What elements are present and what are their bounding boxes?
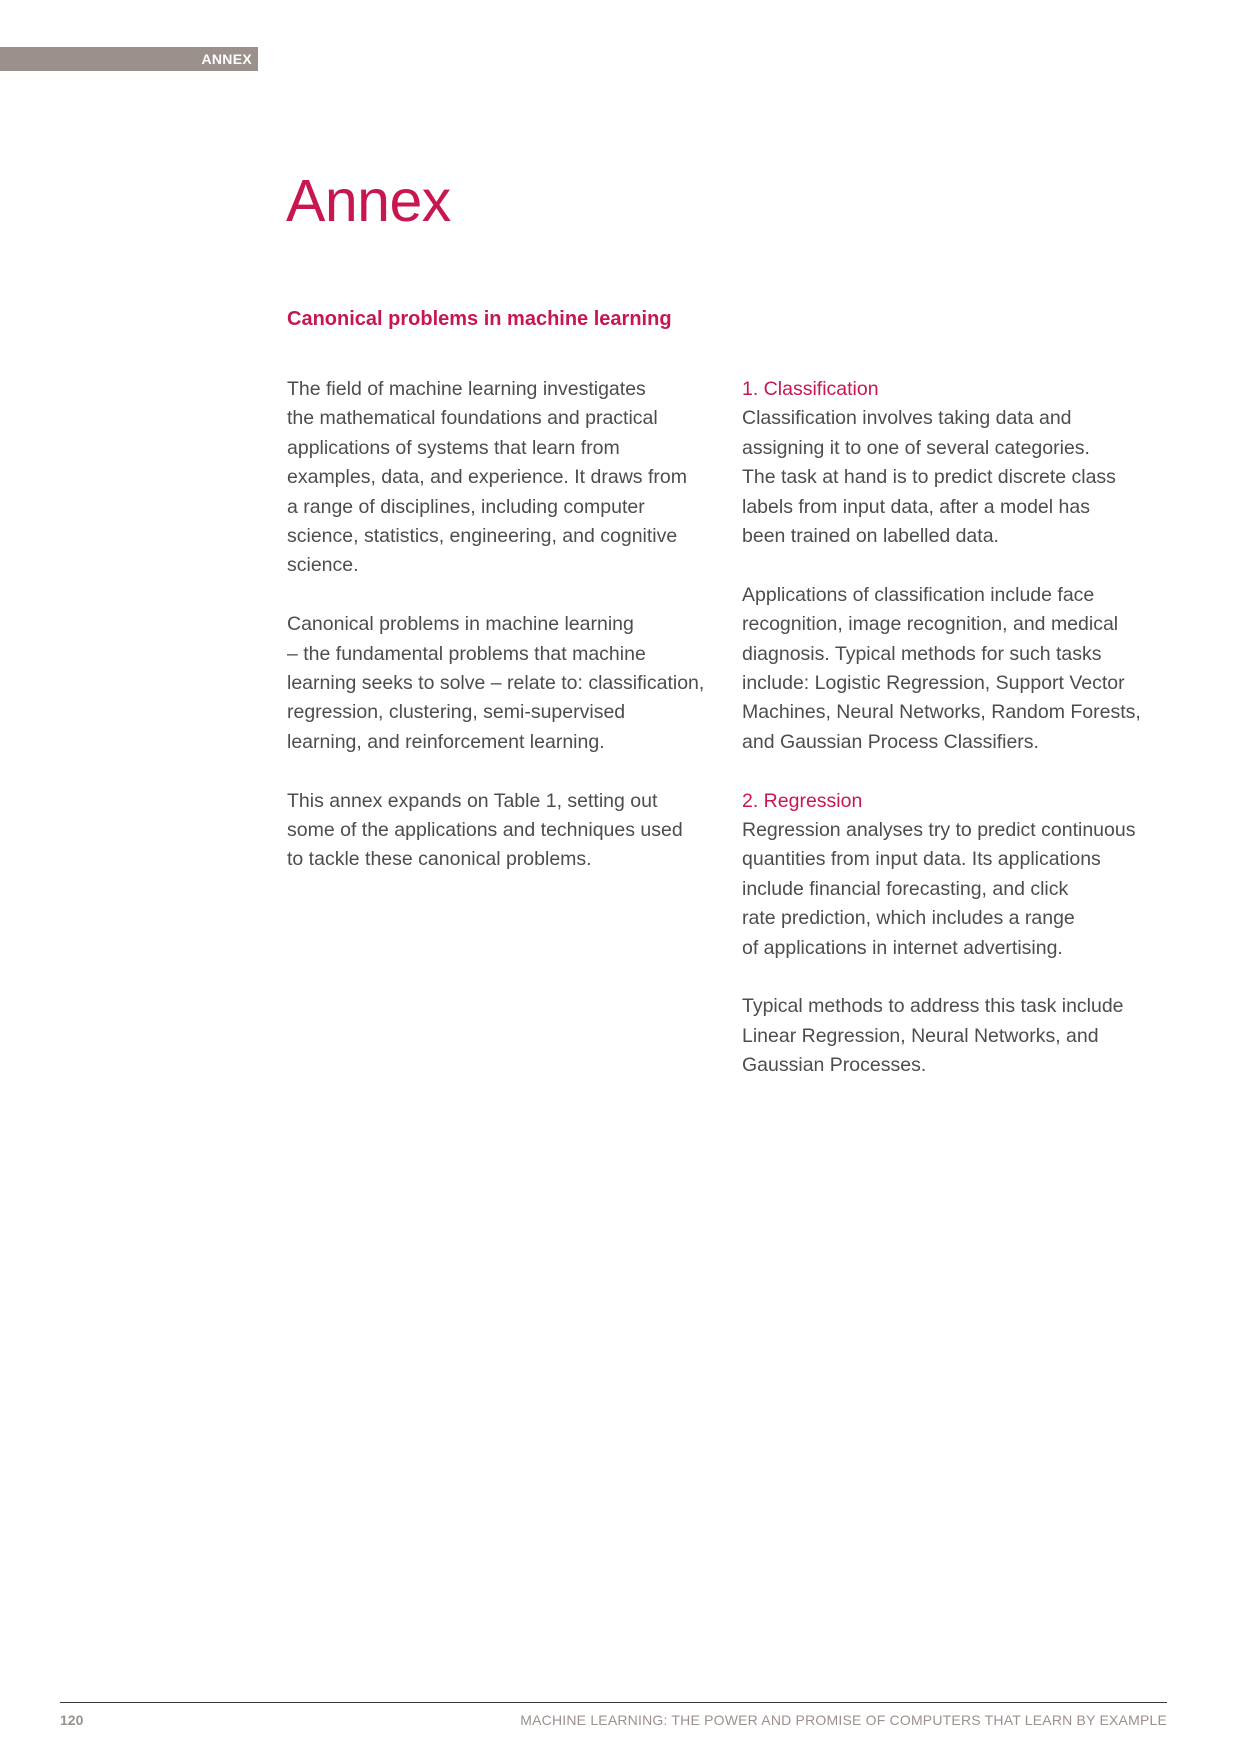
regression-heading: 2. Regression (742, 789, 863, 812)
regression-section (742, 787, 1162, 963)
page-title: Annex (286, 168, 451, 234)
canonical-problems-paragraph: Canonical problems in machine learning – the fundamental problems that machine learning seeks to solve – relate to: classification, regression, clustering, semi-supervised learning, and reinforcement learning. (287, 613, 705, 753)
classification-section (742, 375, 1162, 551)
section-tab-label: ANNEX (201, 51, 252, 67)
section-tab (0, 47, 258, 71)
footer-divider (60, 1702, 1167, 1703)
left-column (287, 375, 727, 904)
classification-applications-paragraph: Applications of classification include face recognition, image recognition, and medical diagnosis. Typical methods for such tasks include: Logistic Regression, Support Vector Machines, Neural Networks, Random Forests, and Gaussian Process Classifiers. (742, 583, 1141, 753)
regression-methods-paragraph: Typical methods to address this task include Linear Regression, Neural Networks, and Gaussian Processes. (742, 995, 1124, 1077)
section-heading: Canonical problems in machine learning (287, 308, 672, 330)
running-footer-title: MACHINE LEARNING: THE POWER AND PROMISE OF COMPUTERS THAT LEARN BY EXAMPLE (520, 1712, 1167, 1728)
classification-heading: 1. Classification (742, 378, 879, 400)
regression-paragraph: Regression analyses try to predict continuous quantities from input data. Its applications include financial forecasting, and click rate prediction, which includes a range of applications in internet advertising. (742, 819, 1136, 959)
classification-paragraph: Classification involves taking data and assigning it to one of several categories. The task at hand is to predict discrete class labels from input data, after a model has been trained on labelled data. (742, 407, 1116, 548)
page-number: 120 (60, 1712, 84, 1728)
annex-scope-paragraph: This annex expands on Table 1, setting out some of the applications and techniques used to tackle these canonical problems. (287, 789, 683, 871)
intro-paragraph: The field of machine learning investigates the mathematical foundations and practical applications of systems that learn from examples, data, and experience. It draws from a range of disciplines, including computer science, statistics, engineering, and cognitive science. (287, 378, 687, 577)
right-column (742, 375, 1162, 1110)
